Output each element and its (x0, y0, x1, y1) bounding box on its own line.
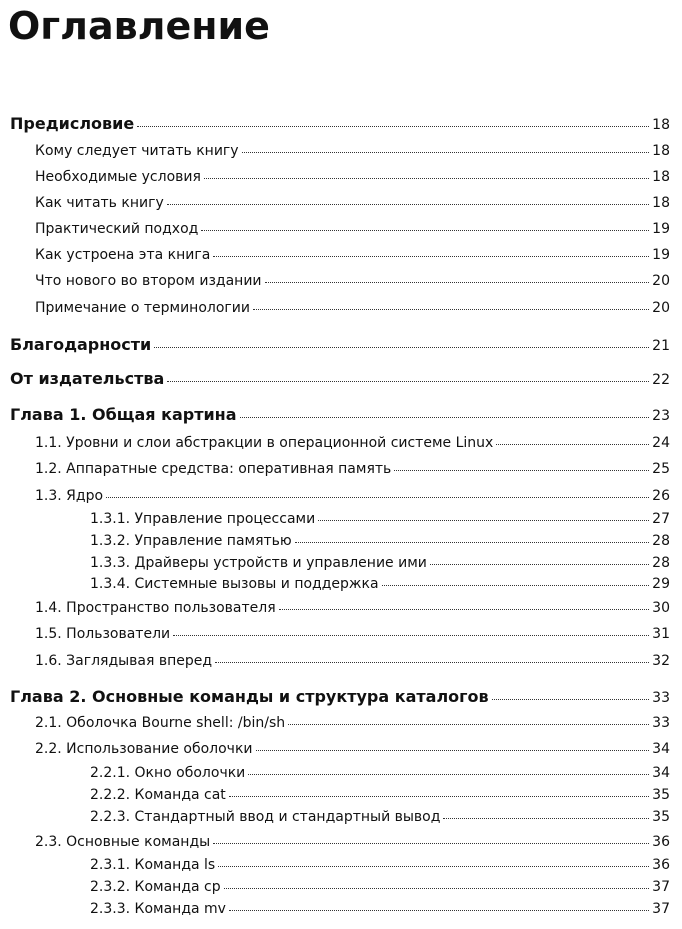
toc-entry[interactable] (90, 856, 670, 874)
dot-leader (229, 909, 649, 911)
dot-leader (318, 519, 649, 521)
dot-leader (229, 795, 649, 797)
dot-leader (167, 380, 649, 382)
dot-leader (213, 842, 649, 844)
toc-entry[interactable] (90, 900, 670, 918)
toc-entry-page: 30 (652, 600, 670, 616)
page-title: Оглавление (8, 4, 270, 48)
toc-entry-page: 27 (652, 511, 670, 527)
toc-entry[interactable] (35, 142, 670, 160)
toc-entry-page: 36 (652, 834, 670, 850)
dot-leader (218, 865, 649, 867)
toc-entry[interactable] (35, 487, 670, 505)
toc-entry-page: 34 (652, 741, 670, 757)
toc-entry[interactable] (35, 652, 670, 670)
toc-entry[interactable] (90, 532, 670, 550)
dot-leader (279, 608, 650, 610)
toc-entry[interactable] (35, 220, 670, 238)
toc-entry-page: 37 (652, 901, 670, 917)
toc-entry-page: 33 (652, 715, 670, 731)
toc-entry-title: От издательства (10, 369, 165, 388)
toc-entry-acknowledgements[interactable] (10, 336, 670, 355)
toc-entry-title: Необходимые условия (35, 169, 201, 185)
toc-entry[interactable] (35, 272, 670, 290)
toc-entry-page: 21 (652, 338, 670, 354)
toc-entry[interactable] (35, 246, 670, 264)
dot-leader (288, 723, 649, 725)
dot-leader (167, 203, 649, 205)
toc-entry[interactable] (35, 460, 670, 478)
toc-entry-title: 1.4. Пространство пользователя (35, 600, 276, 616)
toc-entry-page: 24 (652, 435, 670, 451)
toc-entry-chapter-1[interactable] (10, 406, 670, 425)
toc-entry-from-publisher[interactable] (10, 370, 670, 389)
dot-leader (248, 773, 649, 775)
toc-entry-page: 18 (652, 143, 670, 159)
dot-leader (265, 281, 650, 283)
dot-leader (443, 817, 649, 819)
toc-entry-page: 25 (652, 461, 670, 477)
dot-leader (295, 541, 649, 543)
dot-leader (253, 308, 649, 310)
toc-entry[interactable] (35, 625, 670, 643)
toc-entry-page: 37 (652, 879, 670, 895)
dot-leader (240, 416, 650, 418)
toc-entry-title: 2.2.1. Окно оболочки (90, 765, 246, 781)
toc-entry-page: 18 (652, 169, 670, 185)
toc-entry-title: 1.1. Уровни и слои абстракции в операционной системе Linux (35, 435, 494, 451)
toc-entry-page: 31 (652, 626, 670, 642)
toc-entry[interactable] (35, 714, 670, 732)
toc-entry-title: 1.3.4. Системные вызовы и поддержка (90, 576, 379, 592)
toc-entry[interactable] (35, 299, 670, 317)
toc-entry-preface[interactable] (10, 115, 670, 134)
toc-entry-title: 1.6. Заглядывая вперед (35, 653, 213, 669)
toc-entry-title: 1.3.1. Управление процессами (90, 511, 316, 527)
dot-leader (201, 229, 649, 231)
toc-entry-page: 23 (652, 408, 670, 424)
toc-entry-page: 18 (652, 117, 670, 133)
toc-entry-page: 35 (652, 787, 670, 803)
toc-entry[interactable] (35, 194, 670, 212)
toc-entry-title: 1.3.3. Драйверы устройств и управление ими (90, 555, 427, 571)
toc-entry-title: Практический подход (35, 221, 199, 237)
toc-entry-title: Кому следует читать книгу (35, 143, 239, 159)
toc-entry-page: 36 (652, 857, 670, 873)
toc-entry-page: 33 (652, 690, 670, 706)
toc-entry-page: 28 (652, 533, 670, 549)
toc-entry-page: 32 (652, 653, 670, 669)
toc-entry[interactable] (35, 434, 670, 452)
toc-entry[interactable] (35, 833, 670, 851)
toc-entry-title: Как читать книгу (35, 195, 164, 211)
toc-entry-page: 34 (652, 765, 670, 781)
toc-entry-chapter-2[interactable] (10, 688, 670, 707)
toc-entry[interactable] (35, 168, 670, 186)
toc-entry-page: 20 (652, 300, 670, 316)
toc-entry-title: 2.3.1. Команда ls (90, 857, 216, 873)
toc-entry[interactable] (90, 878, 670, 896)
toc-entry[interactable] (90, 764, 670, 782)
toc-entry[interactable] (90, 510, 670, 528)
toc-entry-title: 2.2. Использование оболочки (35, 741, 253, 757)
toc-entry-title: 2.3.3. Команда mv (90, 901, 226, 917)
toc-entry-title: Глава 2. Основные команды и структура каталогов (10, 687, 489, 706)
toc-entry-page: 22 (652, 372, 670, 388)
toc-entry[interactable] (35, 599, 670, 617)
toc-entry[interactable] (35, 740, 670, 758)
dot-leader (382, 584, 650, 586)
toc-entry-title: 2.2.3. Стандартный ввод и стандартный вывод (90, 809, 441, 825)
toc-entry[interactable] (90, 554, 670, 572)
toc-entry-title: 1.5. Пользователи (35, 626, 171, 642)
toc-entry-title: 1.3.2. Управление памятью (90, 533, 292, 549)
dot-leader (204, 177, 649, 179)
toc-entry[interactable] (90, 575, 670, 593)
toc-entry-page: 18 (652, 195, 670, 211)
toc-entry-title: 1.3. Ядро (35, 488, 104, 504)
toc-entry-title: 1.2. Аппаратные средства: оперативная память (35, 461, 392, 477)
toc-entry-title: Как устроена эта книга (35, 247, 211, 263)
toc-entry-title: 2.1. Оболочка Bourne shell: /bin/sh (35, 715, 286, 731)
dot-leader (430, 563, 649, 565)
dot-leader (242, 151, 650, 153)
dot-leader (394, 469, 649, 471)
dot-leader (492, 698, 650, 700)
toc-entry[interactable] (90, 786, 670, 804)
dot-leader (215, 661, 649, 663)
toc-entry-page: 19 (652, 221, 670, 237)
toc-entry-title: 2.2.2. Команда cat (90, 787, 226, 803)
toc-entry-page: 20 (652, 273, 670, 289)
toc-entry-page: 19 (652, 247, 670, 263)
toc-entry-title: Что нового во втором издании (35, 273, 262, 289)
toc-entry-title: Предисловие (10, 114, 135, 133)
toc-entry-page: 26 (652, 488, 670, 504)
dot-leader (106, 496, 649, 498)
toc-entry[interactable] (90, 808, 670, 826)
toc-entry-title: Благодарности (10, 335, 152, 354)
toc-entry-title: Глава 1. Общая картина (10, 405, 237, 424)
toc-entry-page: 35 (652, 809, 670, 825)
dot-leader (213, 255, 649, 257)
toc-entry-page: 29 (652, 576, 670, 592)
toc-entry-title: 2.3.2. Команда cp (90, 879, 221, 895)
dot-leader (173, 634, 649, 636)
toc-entry-page: 28 (652, 555, 670, 571)
dot-leader (496, 443, 649, 445)
dot-leader (224, 887, 650, 889)
dot-leader (256, 749, 650, 751)
toc-entry-title: 2.3. Основные команды (35, 834, 211, 850)
toc-entry-title: Примечание о терминологии (35, 300, 250, 316)
dot-leader (154, 346, 649, 348)
dot-leader (137, 125, 649, 127)
